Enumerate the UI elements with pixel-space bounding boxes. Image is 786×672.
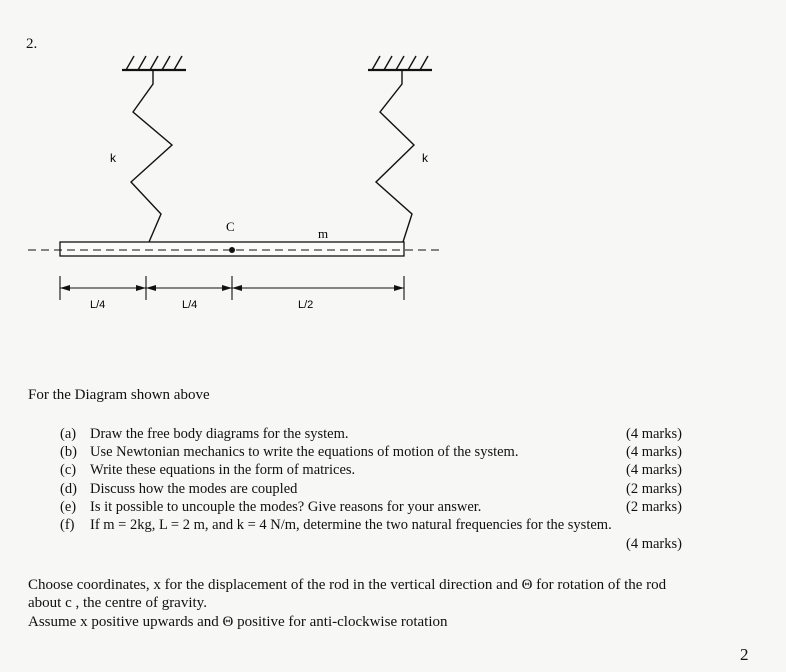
part-b-marks: (4 marks) — [626, 444, 682, 460]
part-text: If m = 2kg, L = 2 m, and k = 4 N/m, determine the two natural frequencies for the system. — [90, 517, 612, 533]
part-f-marks: (4 marks) — [626, 536, 682, 552]
part-label: (e) — [60, 499, 77, 515]
dim-label-3: L/2 — [298, 299, 314, 311]
part-d-marks: (2 marks) — [626, 481, 682, 497]
part-label: (a) — [60, 426, 77, 442]
part-text: Use Newtonian mechanics to write the equations of motion of the system. — [90, 444, 519, 460]
question-number: 2. — [26, 36, 38, 52]
spring-right-label: k — [422, 151, 428, 165]
part-label: (f) — [60, 517, 75, 533]
part-text: Discuss how the modes are coupled — [90, 481, 298, 497]
part-e-marks: (2 marks) — [626, 499, 682, 515]
dimension-lines — [60, 276, 404, 300]
left-spring — [131, 70, 172, 242]
part-label: (c) — [60, 462, 77, 478]
part-c-marks: (4 marks) — [626, 462, 682, 478]
part-label: (b) — [60, 444, 77, 460]
page-number: 2 — [740, 645, 749, 664]
spring-left-label: k — [110, 151, 116, 165]
part-text: Draw the free body diagrams for the system. — [90, 426, 349, 442]
left-ceiling-support — [122, 56, 186, 70]
part-text: Is it possible to uncouple the modes? Give reasons for your answer. — [90, 499, 482, 515]
note-line-1: Choose coordinates, x for the displacement of the rod in the vertical direction and Θ for rotation of the rod — [28, 577, 667, 593]
centre-label: C — [226, 219, 235, 234]
part-text: Write these equations in the form of matrices. — [90, 462, 356, 478]
mass-label: m — [318, 226, 329, 241]
part-a-marks: (4 marks) — [626, 426, 682, 442]
dim-label-1: L/4 — [90, 299, 106, 311]
spring-rod-diagram — [0, 0, 786, 330]
centre-of-gravity-dot — [229, 247, 235, 253]
part-label: (d) — [60, 481, 77, 497]
note-line-3: Assume x positive upwards and Θ positive for anti-clockwise rotation — [28, 614, 448, 630]
intro-text: For the Diagram shown above — [28, 387, 210, 403]
dim-label-2: L/4 — [182, 299, 198, 311]
right-ceiling-support — [368, 56, 432, 70]
right-spring — [376, 70, 414, 242]
note-line-2: about c , the centre of gravity. — [28, 595, 207, 611]
